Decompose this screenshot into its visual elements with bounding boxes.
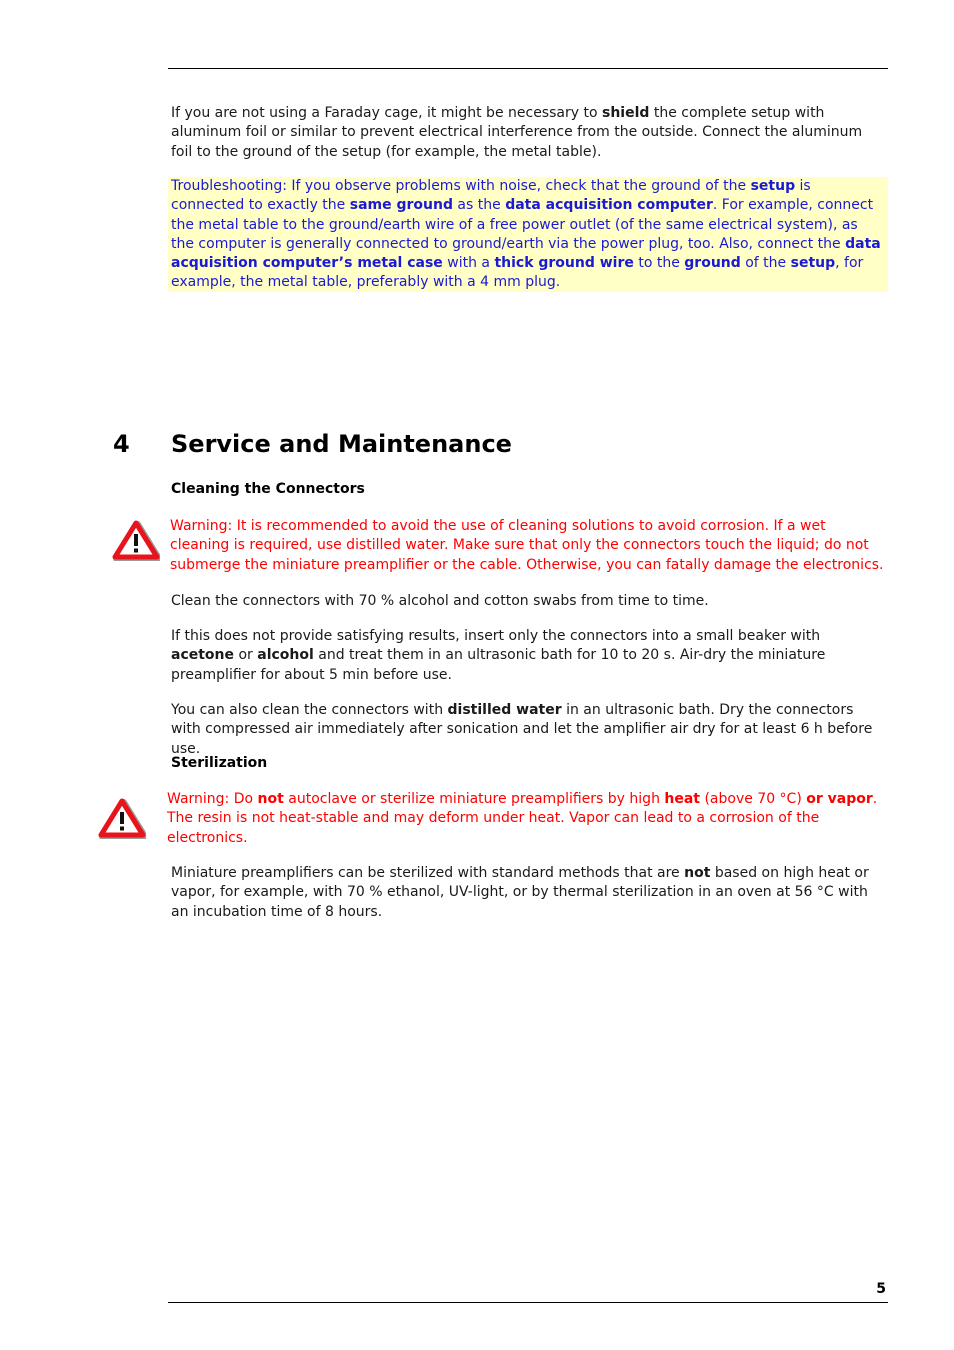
sterilization-subheading: Sterilization [171, 755, 268, 771]
warning-triangle-icon [98, 795, 146, 839]
header-rule [168, 68, 888, 69]
sterilization-warning: Warning: Do not autoclave or sterilize miniature preamplifiers by high heat (above 70 °C) or vapor. The resin is not heat-stable and may deform under heat. Vapor can lead to a corrosion of the electronics. [167, 791, 878, 846]
cleaning-paragraph-water: You can also clean the connectors with distilled water in an ultrasonic bath. Dry the connectors with compressed air immediately after sonication and let the amplifier air dry for at least 6 h before use. [171, 702, 873, 757]
page-number: 5 [876, 1281, 886, 1297]
section-number: 4 [113, 430, 130, 458]
sterilization-paragraph: Miniature preamplifiers can be sterilized with standard methods that are not based on high heat or vapor, for example, with 70 % ethanol, UV-light, or by thermal sterilization in an oven at 56 °C with an incubation time of 8 hours. [171, 865, 869, 920]
section-title: Service and Maintenance [171, 430, 512, 458]
troubleshooting-box: Troubleshooting: If you observe problems with noise, check that the ground of the setup is connected to exactly the same ground as the data acquisition computer. For example, connect the metal table to the ground/earth wire of a free power outlet (of the same electrical system), as the computer is generally connected to ground/earth via the power plug, too. Also, connect the data acquisition computer’s metal case with a thick ground wire to the ground of the setup, for example, the metal table, preferably with a 4 mm plug. [168, 177, 888, 292]
cleaning-paragraph-acetone: If this does not provide satisfying results, insert only the connectors into a small beaker with acetone or alcohol and treat them in an ultrasonic bath for 10 to 20 s. Air-dry the miniature preamplifier for about 5 min before use. [171, 628, 826, 683]
cleaning-subheading: Cleaning the Connectors [171, 481, 365, 497]
footer-rule [168, 1302, 888, 1303]
shield-paragraph: If you are not using a Faraday cage, it might be necessary to shield the complete setup with aluminum foil or similar to prevent electrical interference from the outside. Connect the aluminum foil to the ground of the setup (for example, the metal table). [171, 105, 863, 160]
cleaning-paragraph-alcohol: Clean the connectors with 70 % alcohol and cotton swabs from time to time. [171, 593, 709, 609]
cleaning-warning: Warning: It is recommended to avoid the use of cleaning solutions to avoid corrosion. If a wet cleaning is required, use distilled water. Make sure that only the connectors touch the liquid; do not submerge the miniature preamplifier or the cable. Otherwise, you can fatally damage the electronics. [170, 518, 884, 573]
warning-triangle-icon [112, 517, 160, 561]
